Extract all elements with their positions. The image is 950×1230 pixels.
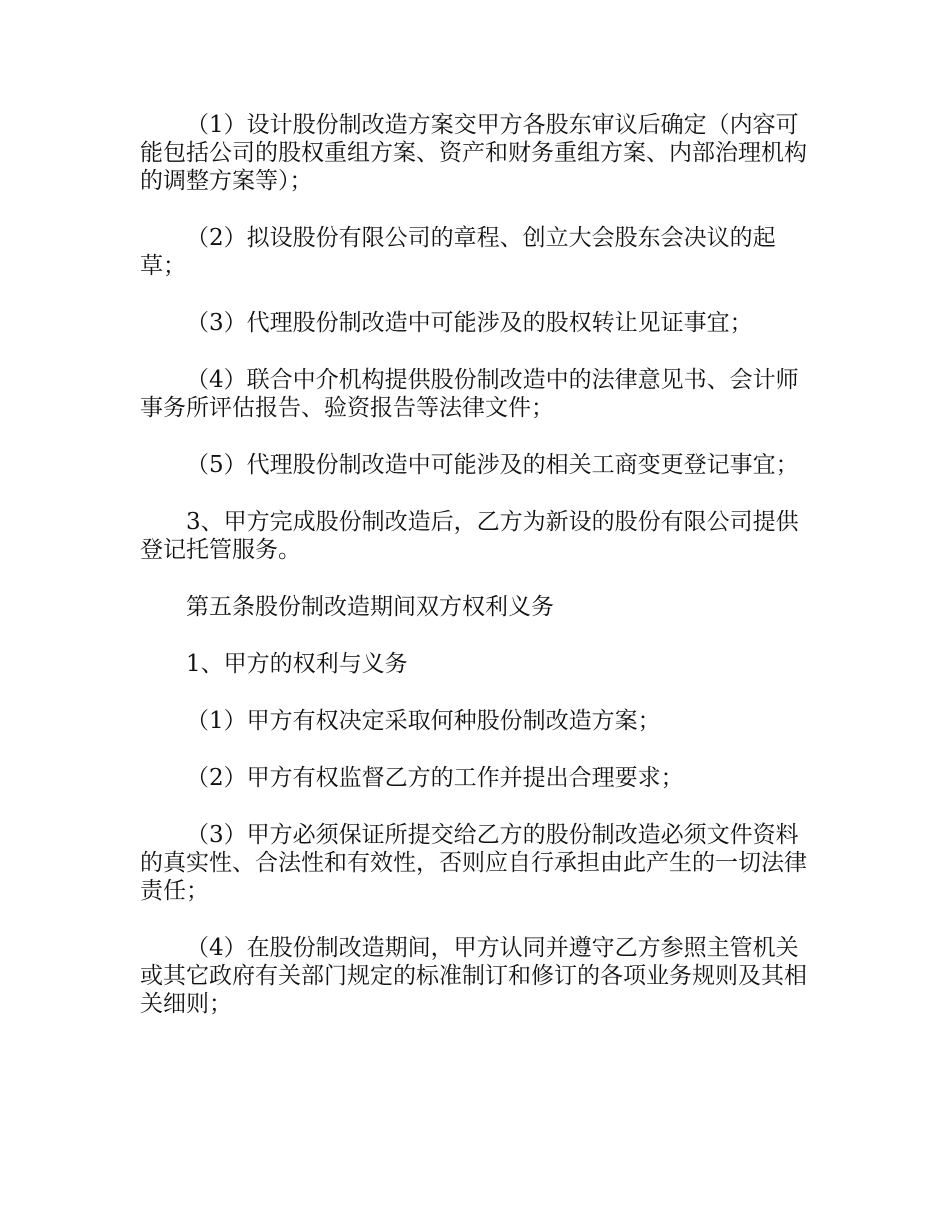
paragraph-right-decide-plan: （1）甲方有权决定采取何种股份制改造方案； bbox=[186, 708, 661, 734]
paragraph-custody-service: 3、甲方完成股份制改造后，乙方为新设的股份有限公司提供登记托管服务。 bbox=[140, 509, 799, 563]
section-heading-article-5: 第五条股份制改造期间双方权利义务 bbox=[186, 594, 554, 620]
paragraph-document-authenticity: （3）甲方必须保证所提交给乙方的股份制改造必须文件资料的真实性、合法性和有效性，否则应自行承担由此产生的一切法律责任； bbox=[140, 822, 807, 904]
subheading-party-a-rights: 1、甲方的权利与义务 bbox=[186, 651, 408, 677]
paragraph-equity-transfer: （3）代理股份制改造中可能涉及的股权转让见证事宜； bbox=[186, 310, 753, 336]
paragraph-design-plan: （1）设计股份制改造方案交甲方各股东审议后确定（内容可能包括公司的股权重组方案、资产和财务重组方案、内部治理机构的调整方案等）； bbox=[140, 112, 807, 194]
paragraph-business-rules: （4）在股份制改造期间，甲方认同并遵守乙方参照主管机关或其它政府有关部门规定的标准制订和修订的各项业务规则及其相关细则； bbox=[140, 935, 807, 1017]
paragraph-right-supervise: （2）甲方有权监督乙方的工作并提出合理要求； bbox=[186, 765, 684, 791]
paragraph-registration-change: （5）代理股份制改造中可能涉及的相关工商变更登记事宜； bbox=[186, 452, 799, 478]
paragraph-articles-drafting: （2）拟设股份有限公司的章程、创立大会股东会决议的起草； bbox=[140, 225, 776, 279]
paragraph-legal-documents: （4）联合中介机构提供股份制改造中的法律意见书、会计师事务所评估报告、验资报告等法律文件； bbox=[140, 367, 799, 421]
